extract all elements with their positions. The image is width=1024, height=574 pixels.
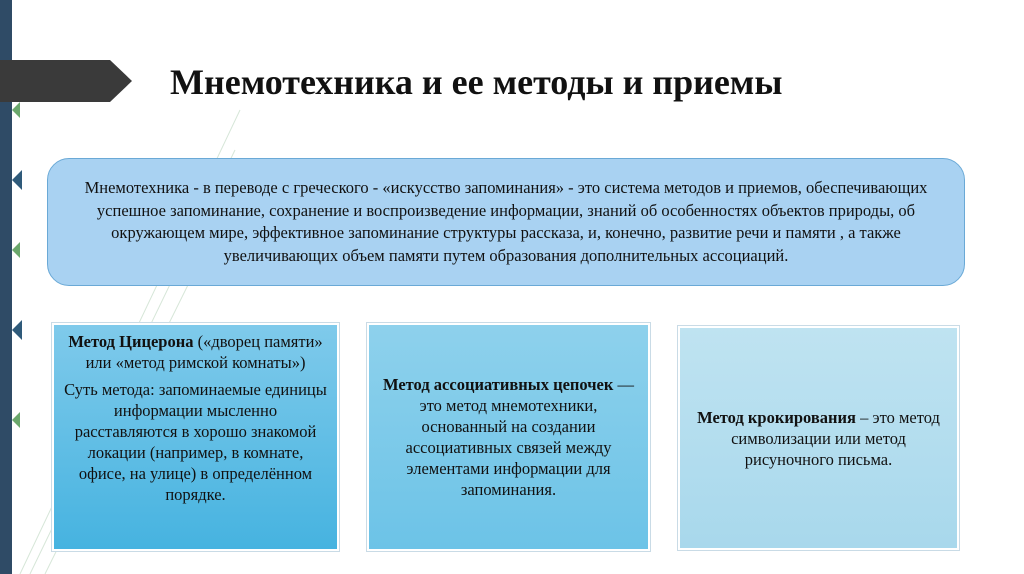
method-cicero-heading <box>64 331 327 373</box>
method-cicero-name: Метод Цицерона <box>68 332 194 351</box>
method-chains-text <box>379 374 638 500</box>
method-card-crocking <box>678 326 959 550</box>
method-cicero-description: Суть метода: запоминаемые единицы информации мысленно расставляются в хорошо знакомой локации (например, в комнате, офисе, на улице) в определённом порядке. <box>64 380 327 504</box>
method-chains-description: — это метод мнемотехники, основанный на создании ассоциативных связей между элементами информации для запоминания. <box>405 375 634 499</box>
method-crocking-description: – это метод символизации или метод рисуночного письма. <box>731 407 940 469</box>
method-cicero-alias: («дворец памяти» или «метод римской комнаты») <box>85 332 323 372</box>
method-crocking-name: Метод крокирования <box>697 407 856 427</box>
method-card-associative-chains <box>367 323 650 551</box>
method-card-cicero <box>52 323 339 551</box>
definition-box <box>47 158 965 286</box>
method-chains-name: Метод ассоциативных цепочек <box>382 375 614 394</box>
method-crocking-text <box>690 407 947 470</box>
title-arrow-shape <box>0 60 132 102</box>
definition-text: Мнемотехника - в переводе с греческого - «искусство запоминания» - это система методов и приемов, обеспечивающих успешное запоминание, сохранение и воспроизведение информации, знаний об особенностях объектов природы, об окружающем мире, эффективное запоминание структуры рассказа, и, конечно, развитие речи и памяти , а также увеличивающих объем памяти путем образования дополнительных ассоциаций. <box>84 178 928 265</box>
page-title: Мнемотехника и ее методы и приемы <box>170 62 783 102</box>
